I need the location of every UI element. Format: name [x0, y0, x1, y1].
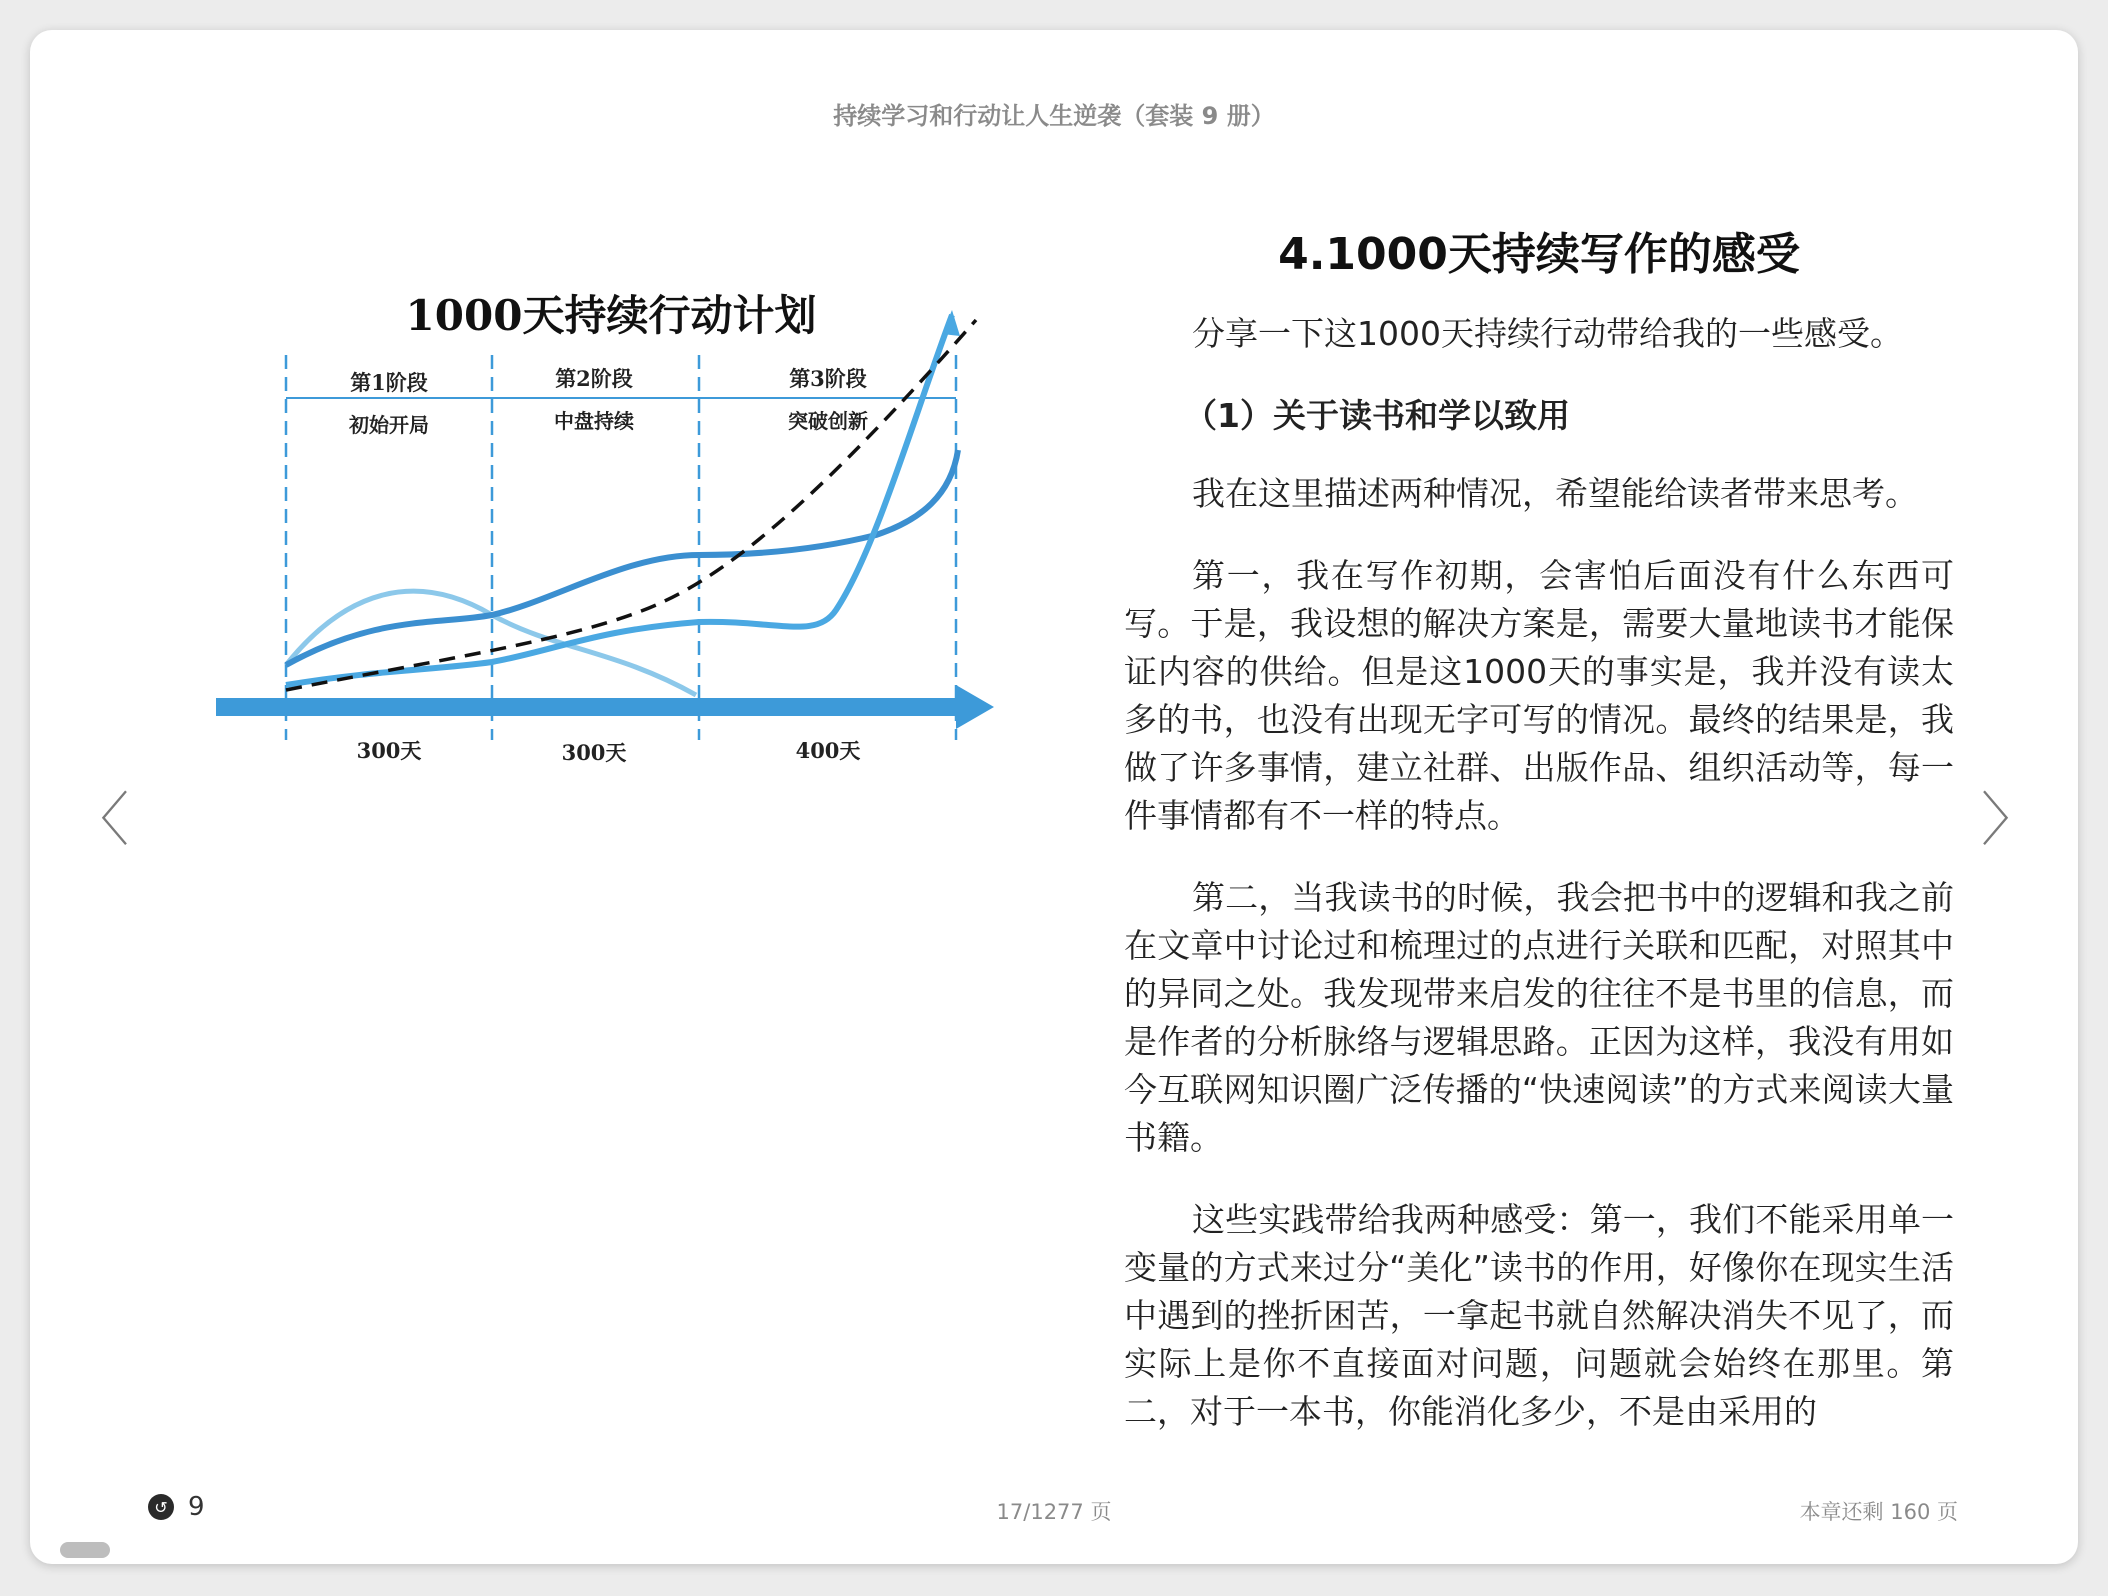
- paragraph-1: 我在这里描述两种情况，希望能给读者带来思考。: [1192, 474, 1918, 513]
- back-count: 9: [188, 1492, 205, 1522]
- scroll-handle[interactable]: [60, 1542, 110, 1558]
- section-subheading: （1）关于读书和学以致用: [1184, 396, 1570, 435]
- chapter-title: 4.1000天持续写作的感受: [1278, 229, 1800, 280]
- stage-1-desc: 初始开局: [349, 413, 429, 437]
- intro-paragraph: 分享一下这1000天持续行动带给我的一些感受。: [1192, 314, 1903, 353]
- chevron-right-icon: 〉: [1980, 786, 2039, 854]
- figure-1000-day-plan[interactable]: [176, 270, 1036, 790]
- paragraph-3: 第二，当我读书的时候，我会把书中的逻辑和我之前在文章中讨论过和梳理过的点进行关联和匹配，对照其中的异同之处。我发现带来启发的往往不是书里的信息，而是作者的分析脉络与逻辑思路。正因为这样，我没有用如今互联网知识圈广泛传播的“快速阅读”的方式来阅读大量书籍。: [1124, 878, 1954, 1157]
- chapter-remaining: 本章还剩 160 页: [1799, 1500, 1958, 1524]
- reader-window: [30, 30, 2078, 1564]
- text-column: [1124, 218, 1954, 1470]
- stage-2-duration: 300天: [561, 740, 627, 765]
- figure-title: 1000天持续行动计划: [405, 291, 817, 340]
- curve-bright-arrowhead: [942, 310, 960, 336]
- back-arrow-icon[interactable]: ↺: [148, 1494, 174, 1520]
- plan-diagram: [176, 270, 1036, 790]
- page-indicator: 17/1277 页: [996, 1500, 1112, 1524]
- stage-1-duration: 300天: [356, 738, 422, 763]
- paragraph-2: 第一，我在写作初期，会害怕后面没有什么东西可写。于是，我设想的解决方案是，需要大量地读书才能保证内容的供给。但是这1000天的事实是，我并没有读太多的书，也没有出现无字可写的情况。最终的结果是，我做了许多事情，建立社群、出版作品、组织活动等，每一件事情都有不一样的特点。: [1124, 556, 1954, 835]
- timeline-bar: [216, 698, 961, 716]
- paragraph-4: 这些实践带给我两种感受：第一，我们不能采用单一变量的方式来过分“美化”读书的作用，好像你在现实生活中遇到的挫折困苦，一拿起书就自然解决消失不见了，而实际上是你不直接面对问题，问题就会始终在那里。第二，对于一本书，你能消化多少，不是由采用的: [1124, 1200, 1954, 1431]
- stage-2-name: 第2阶段: [555, 366, 633, 391]
- stage-3-desc: 突破创新: [788, 409, 868, 433]
- timeline-arrowhead: [956, 685, 994, 729]
- stage-1-name: 第1阶段: [350, 370, 428, 395]
- chevron-left-icon: 〈: [70, 786, 129, 854]
- book-title: 持续学习和行动让人生逆袭（套装 9 册）: [833, 102, 1275, 130]
- stage-3-duration: 400天: [795, 738, 861, 763]
- next-page-button[interactable]: [1980, 770, 2040, 860]
- previous-page-button[interactable]: [70, 770, 130, 860]
- stage-2-desc: 中盘持续: [554, 409, 634, 433]
- stage-3-name: 第3阶段: [789, 366, 867, 391]
